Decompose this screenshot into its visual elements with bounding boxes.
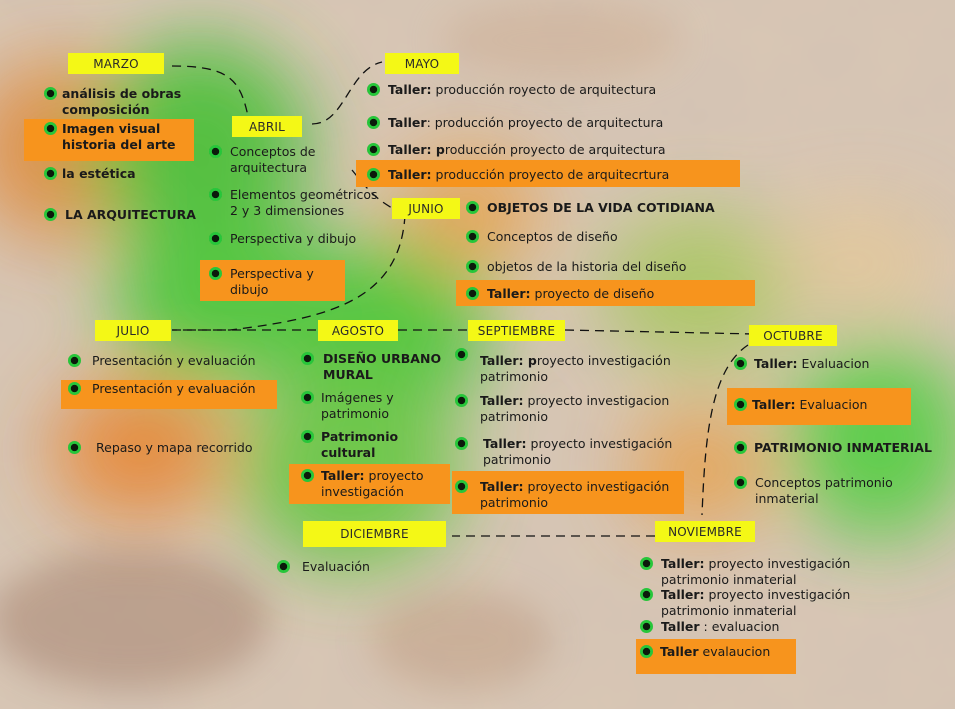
month-julio: JULIO bbox=[95, 320, 171, 341]
bullet-icon bbox=[640, 645, 653, 658]
bullet-icon bbox=[68, 441, 81, 454]
bullet-icon bbox=[209, 188, 222, 201]
bullet-icon bbox=[734, 476, 747, 489]
month-junio: JUNIO bbox=[392, 198, 460, 219]
month-mayo: MAYO bbox=[385, 53, 459, 74]
bullet-icon bbox=[466, 230, 479, 243]
bullet-icon bbox=[367, 116, 380, 129]
bullet-icon bbox=[640, 588, 653, 601]
bullet-icon bbox=[734, 357, 747, 370]
bullet-icon bbox=[209, 267, 222, 280]
month-diciembre: DICIEMBRE bbox=[303, 521, 446, 547]
connector-septiembre-octubre bbox=[565, 330, 755, 334]
bullet-icon bbox=[209, 145, 222, 158]
bullet-icon bbox=[44, 208, 57, 221]
bullet-icon bbox=[44, 87, 57, 100]
bullet-icon bbox=[367, 83, 380, 96]
bullet-icon bbox=[209, 232, 222, 245]
month-agosto: AGOSTO bbox=[318, 320, 398, 341]
bullet-icon bbox=[455, 348, 468, 361]
bullet-icon bbox=[301, 391, 314, 404]
bullet-icon bbox=[455, 394, 468, 407]
month-marzo: MARZO bbox=[68, 53, 164, 74]
bullet-icon bbox=[68, 382, 81, 395]
month-septiembre: SEPTIEMBRE bbox=[468, 320, 565, 341]
month-noviembre: NOVIEMBRE bbox=[655, 521, 755, 542]
bullet-icon bbox=[367, 143, 380, 156]
bullet-icon bbox=[455, 437, 468, 450]
bullet-icon bbox=[301, 469, 314, 482]
month-octubre: OCTUBRE bbox=[749, 325, 837, 346]
month-abril: ABRIL bbox=[232, 116, 302, 137]
bullet-icon bbox=[640, 557, 653, 570]
bullet-icon bbox=[44, 167, 57, 180]
bullet-icon bbox=[466, 201, 479, 214]
bullet-icon bbox=[367, 168, 380, 181]
bullet-icon bbox=[466, 260, 479, 273]
bullet-icon bbox=[455, 480, 468, 493]
bullet-icon bbox=[734, 398, 747, 411]
connector-octubre-noviembre bbox=[702, 345, 748, 515]
bullet-icon bbox=[640, 620, 653, 633]
bullet-icon bbox=[734, 441, 747, 454]
bullet-icon bbox=[466, 287, 479, 300]
bullet-icon bbox=[44, 122, 57, 135]
bullet-icon bbox=[301, 430, 314, 443]
bullet-icon bbox=[301, 352, 314, 365]
bullet-icon bbox=[277, 560, 290, 573]
bullet-icon bbox=[68, 354, 81, 367]
